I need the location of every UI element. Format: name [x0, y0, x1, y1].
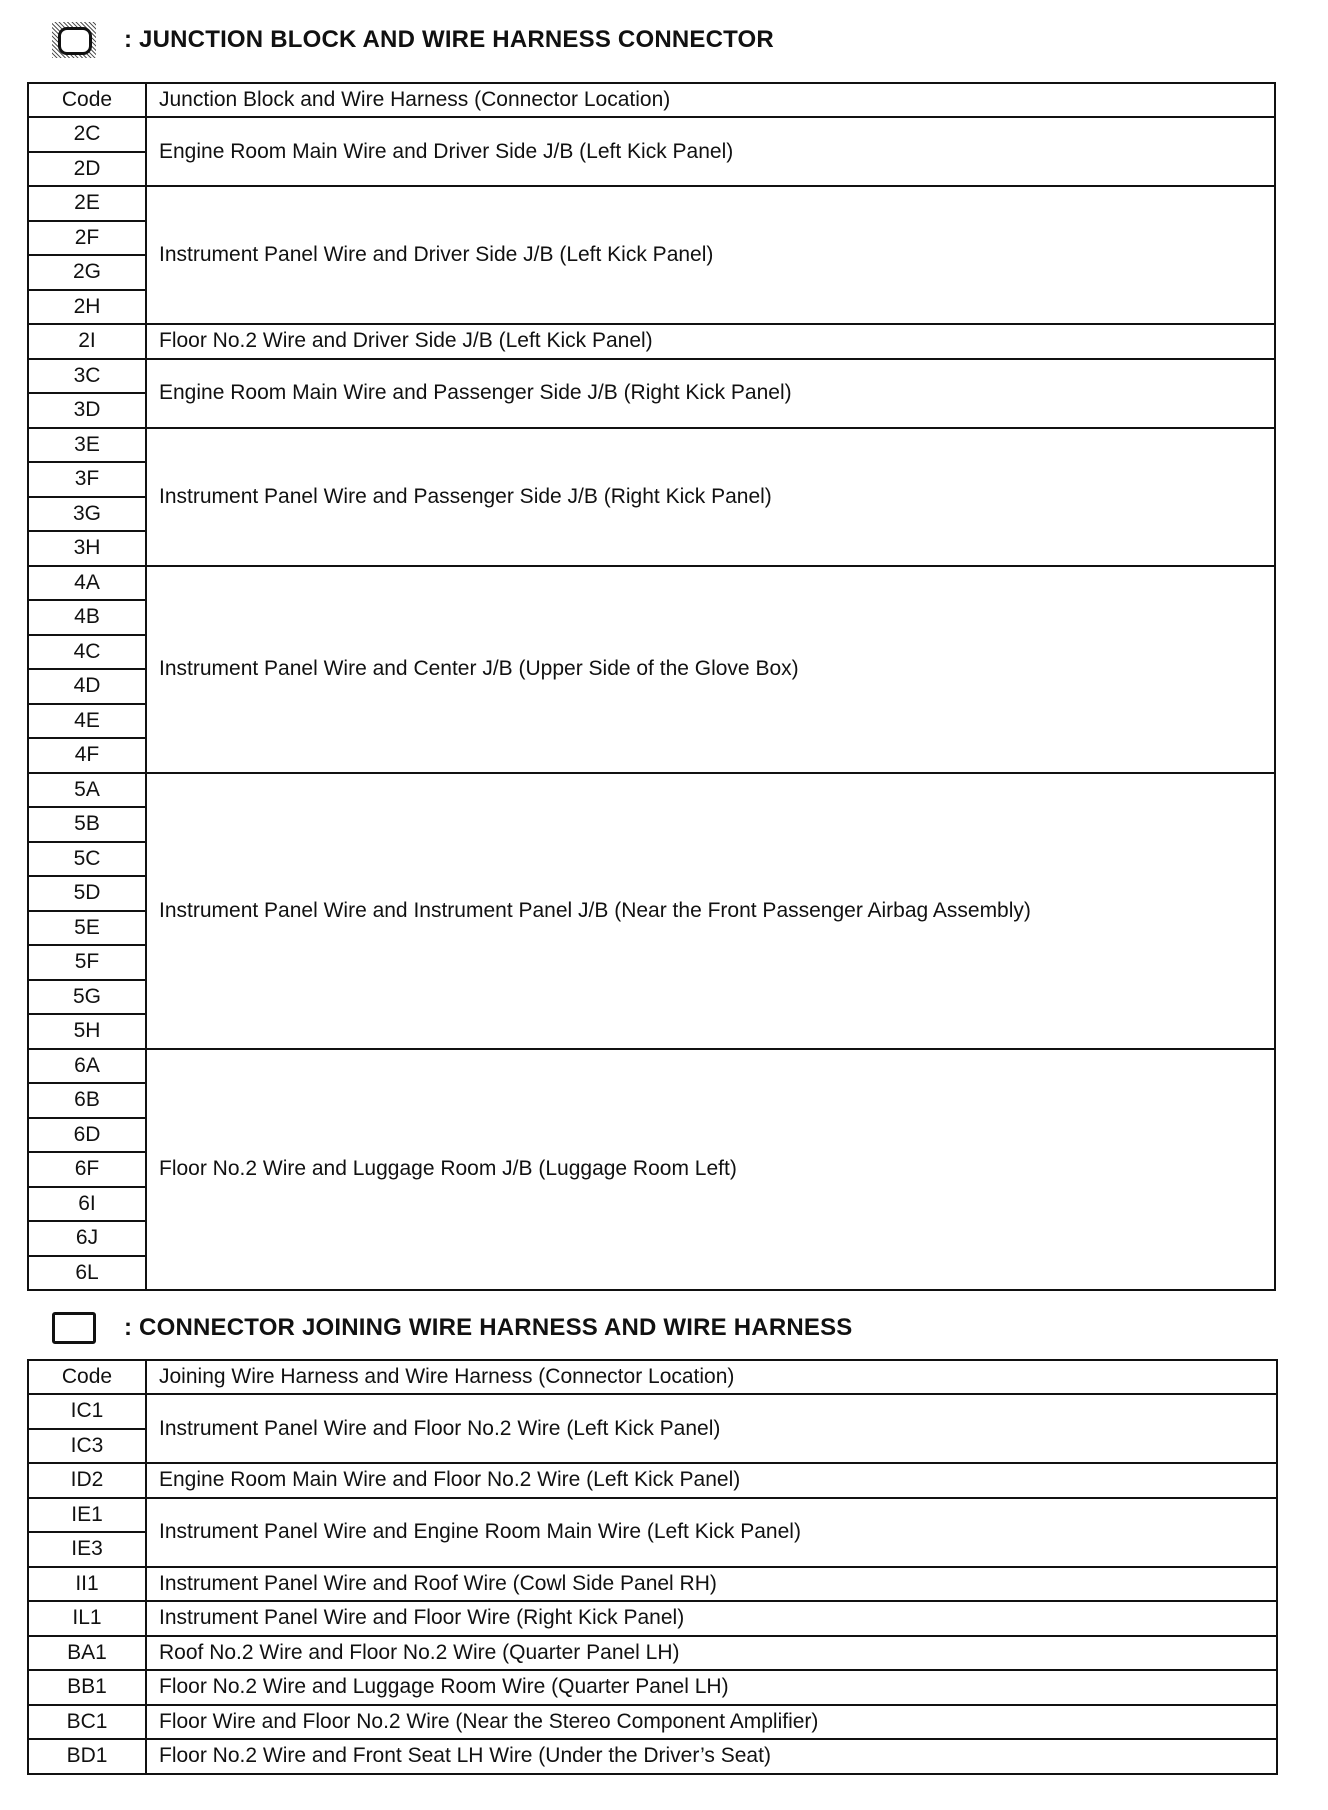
section-connector-header [52, 1312, 853, 1344]
junction-block-icon [52, 22, 96, 58]
connector-code: 5A [28, 773, 146, 808]
connector-code: 6A [28, 1049, 146, 1084]
connector-location: Instrument Panel Wire and Passenger Side J/B (Right Kick Panel) [146, 428, 1275, 566]
table-row [28, 1739, 1277, 1774]
table-row [28, 1498, 1277, 1533]
connector-location: Instrument Panel Wire and Roof Wire (Cowl Side Panel RH) [146, 1567, 1277, 1602]
table-row [28, 773, 1275, 808]
connector-code: 3F [28, 462, 146, 497]
connector-code: 3G [28, 497, 146, 532]
section-title: : CONNECTOR JOINING WIRE HARNESS AND WIRE HARNESS [124, 1314, 853, 1341]
connector-code: 6L [28, 1256, 146, 1291]
connector-code: 3H [28, 531, 146, 566]
connector-code: 5F [28, 945, 146, 980]
connector-code: IC3 [28, 1429, 146, 1464]
connector-location: Floor No.2 Wire and Luggage Room Wire (Quarter Panel LH) [146, 1670, 1277, 1705]
connector-code: 2I [28, 324, 146, 359]
connector-location: Engine Room Main Wire and Driver Side J/B (Left Kick Panel) [146, 117, 1275, 186]
connector-code: BD1 [28, 1739, 146, 1774]
connector-code: 5B [28, 807, 146, 842]
connector-code: 5H [28, 1014, 146, 1049]
table-row [28, 1463, 1277, 1498]
connector-code: BB1 [28, 1670, 146, 1705]
connector-location: Instrument Panel Wire and Floor Wire (Right Kick Panel) [146, 1601, 1277, 1636]
junction-block-table [27, 82, 1276, 1291]
connector-code: BA1 [28, 1636, 146, 1671]
connector-code: 2F [28, 221, 146, 256]
connector-location: Instrument Panel Wire and Engine Room Main Wire (Left Kick Panel) [146, 1498, 1277, 1567]
connector-code: 3C [28, 359, 146, 394]
connector-code: ID2 [28, 1463, 146, 1498]
connector-code: 3D [28, 393, 146, 428]
table-row [28, 566, 1275, 601]
table-row [28, 1394, 1277, 1429]
section-title: : JUNCTION BLOCK AND WIRE HARNESS CONNECTOR [124, 26, 774, 53]
connector-code: 4F [28, 738, 146, 773]
connector-code: IE1 [28, 1498, 146, 1533]
connector-code: 3E [28, 428, 146, 463]
table-header-row [28, 1360, 1277, 1394]
table-row [28, 1601, 1277, 1636]
connector-location: Floor No.2 Wire and Luggage Room J/B (Luggage Room Left) [146, 1049, 1275, 1291]
connector-code: 6F [28, 1152, 146, 1187]
header-code: Code [28, 1360, 146, 1394]
table-row [28, 324, 1275, 359]
table-header-row [28, 83, 1275, 117]
connector-code: 2H [28, 290, 146, 325]
connector-location: Instrument Panel Wire and Floor No.2 Wire (Left Kick Panel) [146, 1394, 1277, 1463]
connector-table [27, 1359, 1278, 1775]
connector-code: 4E [28, 704, 146, 739]
connector-code: 5C [28, 842, 146, 877]
connector-location: Floor Wire and Floor No.2 Wire (Near the Stereo Component Amplifier) [146, 1705, 1277, 1740]
connector-location: Instrument Panel Wire and Center J/B (Upper Side of the Glove Box) [146, 566, 1275, 773]
table-row [28, 1567, 1277, 1602]
connector-code: 2C [28, 117, 146, 152]
connector-code: 4D [28, 669, 146, 704]
connector-code: 6D [28, 1118, 146, 1153]
connector-code: IL1 [28, 1601, 146, 1636]
table-row [28, 428, 1275, 463]
connector-location: Floor No.2 Wire and Driver Side J/B (Left Kick Panel) [146, 324, 1275, 359]
connector-code: 2G [28, 255, 146, 290]
header-description: Junction Block and Wire Harness (Connector Location) [146, 83, 1275, 117]
table-row [28, 1636, 1277, 1671]
connector-code: II1 [28, 1567, 146, 1602]
connector-location: Floor No.2 Wire and Front Seat LH Wire (Under the Driver’s Seat) [146, 1739, 1277, 1774]
connector-code: 2E [28, 186, 146, 221]
connector-code: 5G [28, 980, 146, 1015]
connector-code: 5E [28, 911, 146, 946]
connector-location: Instrument Panel Wire and Instrument Panel J/B (Near the Front Passenger Airbag Assembly) [146, 773, 1275, 1049]
connector-icon [52, 1312, 96, 1344]
connector-code: BC1 [28, 1705, 146, 1740]
connector-code: 5D [28, 876, 146, 911]
header-code: Code [28, 83, 146, 117]
connector-code: 4B [28, 600, 146, 635]
connector-location: Instrument Panel Wire and Driver Side J/B (Left Kick Panel) [146, 186, 1275, 324]
connector-code: 6I [28, 1187, 146, 1222]
table-row [28, 359, 1275, 394]
connector-location: Engine Room Main Wire and Passenger Side J/B (Right Kick Panel) [146, 359, 1275, 428]
table-row [28, 1705, 1277, 1740]
connector-location: Engine Room Main Wire and Floor No.2 Wire (Left Kick Panel) [146, 1463, 1277, 1498]
connector-code: 2D [28, 152, 146, 187]
table-row [28, 1049, 1275, 1084]
table-row [28, 117, 1275, 152]
header-description: Joining Wire Harness and Wire Harness (Connector Location) [146, 1360, 1277, 1394]
connector-code: 4C [28, 635, 146, 670]
connector-code: 6B [28, 1083, 146, 1118]
section-junction-header [52, 22, 774, 58]
connector-code: 6J [28, 1221, 146, 1256]
connector-code: IC1 [28, 1394, 146, 1429]
table-row [28, 1670, 1277, 1705]
connector-code: IE3 [28, 1532, 146, 1567]
connector-code: 4A [28, 566, 146, 601]
connector-location: Roof No.2 Wire and Floor No.2 Wire (Quarter Panel LH) [146, 1636, 1277, 1671]
table-row [28, 186, 1275, 221]
